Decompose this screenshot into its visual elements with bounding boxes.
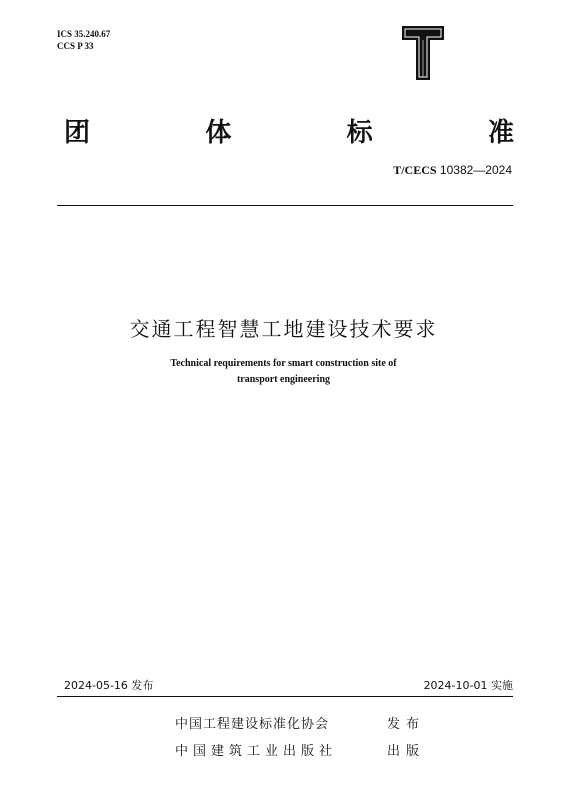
english-title [0,356,567,388]
standard-type-char: 团 [64,118,91,148]
standard-number-value: 10382—2024 [439,163,512,177]
standard-number-prefix: T/CECS [393,163,437,177]
bottom-divider [57,696,513,697]
publisher-action: 发布 [386,717,425,732]
publisher-name: 中国工程建设标准化协会 [175,717,330,732]
publisher-row [175,740,425,759]
english-title-line: transport engineering [236,374,331,385]
standard-type-char: 标 [346,118,373,148]
issue-date: 2024-05-16 发布 [64,679,154,692]
implementation-date: 2024-10-01 实施 [423,679,513,692]
standard-type-char: 体 [205,118,232,148]
standard-type-char: 准 [487,118,514,148]
t-standard-logo [400,24,446,82]
chinese-title: 交通工程智慧工地建设技术要求 [129,317,438,341]
publisher-name: 中国建筑工业出版社 [175,744,338,759]
ccs-code: CCS P 33 [57,41,94,51]
english-title-line: Technical requirements for smart construction site of [170,358,397,369]
top-divider [57,205,513,206]
publisher-action: 出版 [386,744,425,759]
standard-number [393,163,512,178]
standard-type-heading [64,112,514,149]
ics-code: ICS 35.240.67 [57,29,111,39]
publisher-row [175,713,425,732]
classification-codes [57,28,110,52]
